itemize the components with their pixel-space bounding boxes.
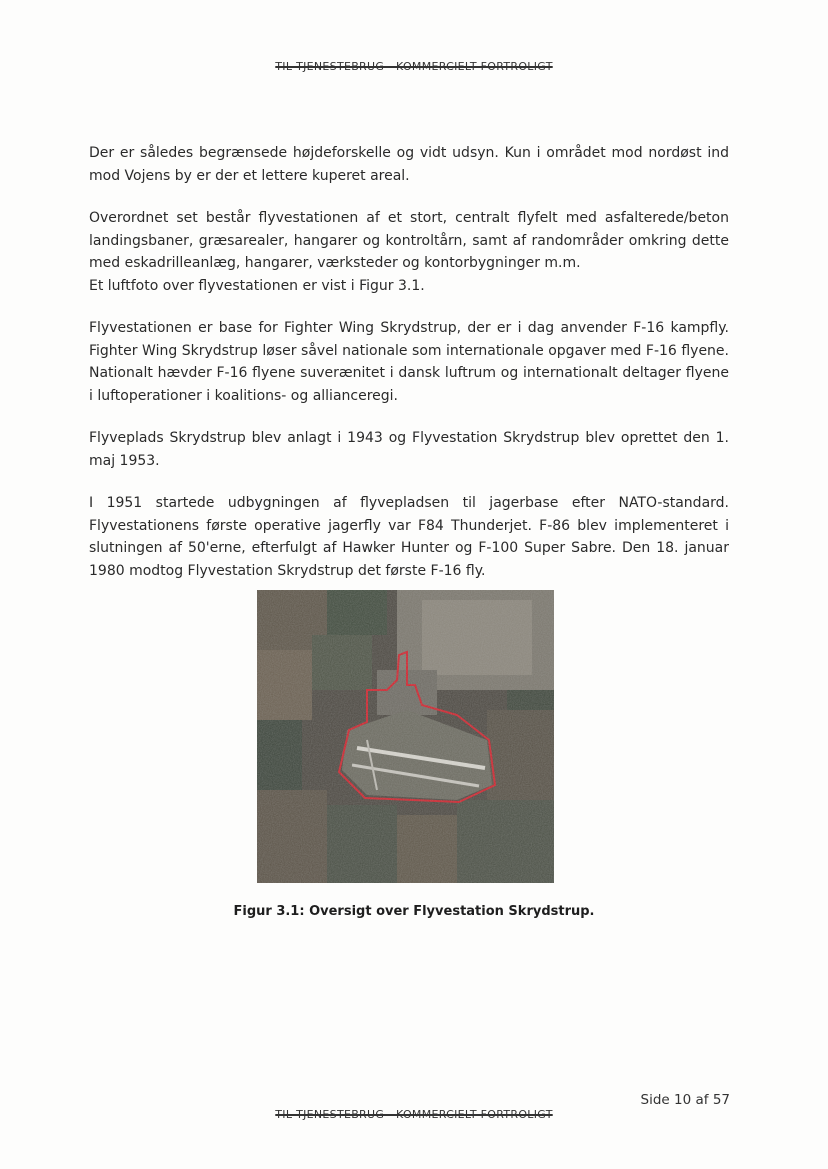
body-text bbox=[89, 142, 729, 602]
paragraph-history: Flyveplads Skrydstrup blev anlagt i 1943 og Flyvestation Skrydstrup blev oprettet den 1. maj 1953. bbox=[89, 430, 729, 469]
paragraph-development: I 1951 startede udbygningen af flyvepladsen til jagerbase efter NATO-standard. Flyvestationens første operative jagerfly var F84 Thunderjet. F-86 blev implementeret i slutningen af 50'erne, efterfulgt af Hawker Hunter og F-100 Super Sabre. Den 18. januar 1980 modtog Flyvestation Skrydstrup det første F-16 fly. bbox=[89, 495, 729, 579]
aerial-photo-image bbox=[257, 590, 554, 883]
paragraph-fighter-wing: Flyvestationen er base for Fighter Wing Skrydstrup, der er i dag anvender F-16 kampfly. Fighter Wing Skrydstrup løser såvel nationale som internationale opgaver med F-16 flyene. Nationalt hævder F-16 flyene suverænitet i dansk luftrum og internationalt deltager flyene i luftoperationer i koalitions- og allianceregi. bbox=[89, 320, 729, 404]
paragraph-terrain: Der er således begrænsede højdeforskelle og vidt udsyn. Kun i området mod nordøst ind mod Vojens by er der et lettere kuperet areal. bbox=[89, 145, 729, 184]
paragraph-overview bbox=[89, 207, 729, 297]
figure-caption: Figur 3.1: Oversigt over Flyvestation Skrydstrup. bbox=[233, 904, 595, 919]
header-classification: TIL TJENESTEBRUG - KOMMERCIELT FORTROLIGT bbox=[275, 60, 553, 73]
footer-classification: TIL TJENESTEBRUG - KOMMERCIELT FORTROLIGT bbox=[275, 1108, 553, 1121]
aerial-photo bbox=[257, 590, 554, 883]
page-number: Side 10 af 57 bbox=[640, 1092, 730, 1108]
paragraph-overview-text: Overordnet set består flyvestationen af et stort, centralt flyfelt med asfalterede/beton landingsbaner, græsarealer, hangarer og kontroltårn, samt af randområder omkring dette med eskadrilleanlæg, hangarer, værksteder og kontorbygninger m.m. bbox=[89, 210, 729, 271]
figure-reference: Et luftfoto over flyvestationen er vist i Figur 3.1. bbox=[89, 277, 425, 294]
